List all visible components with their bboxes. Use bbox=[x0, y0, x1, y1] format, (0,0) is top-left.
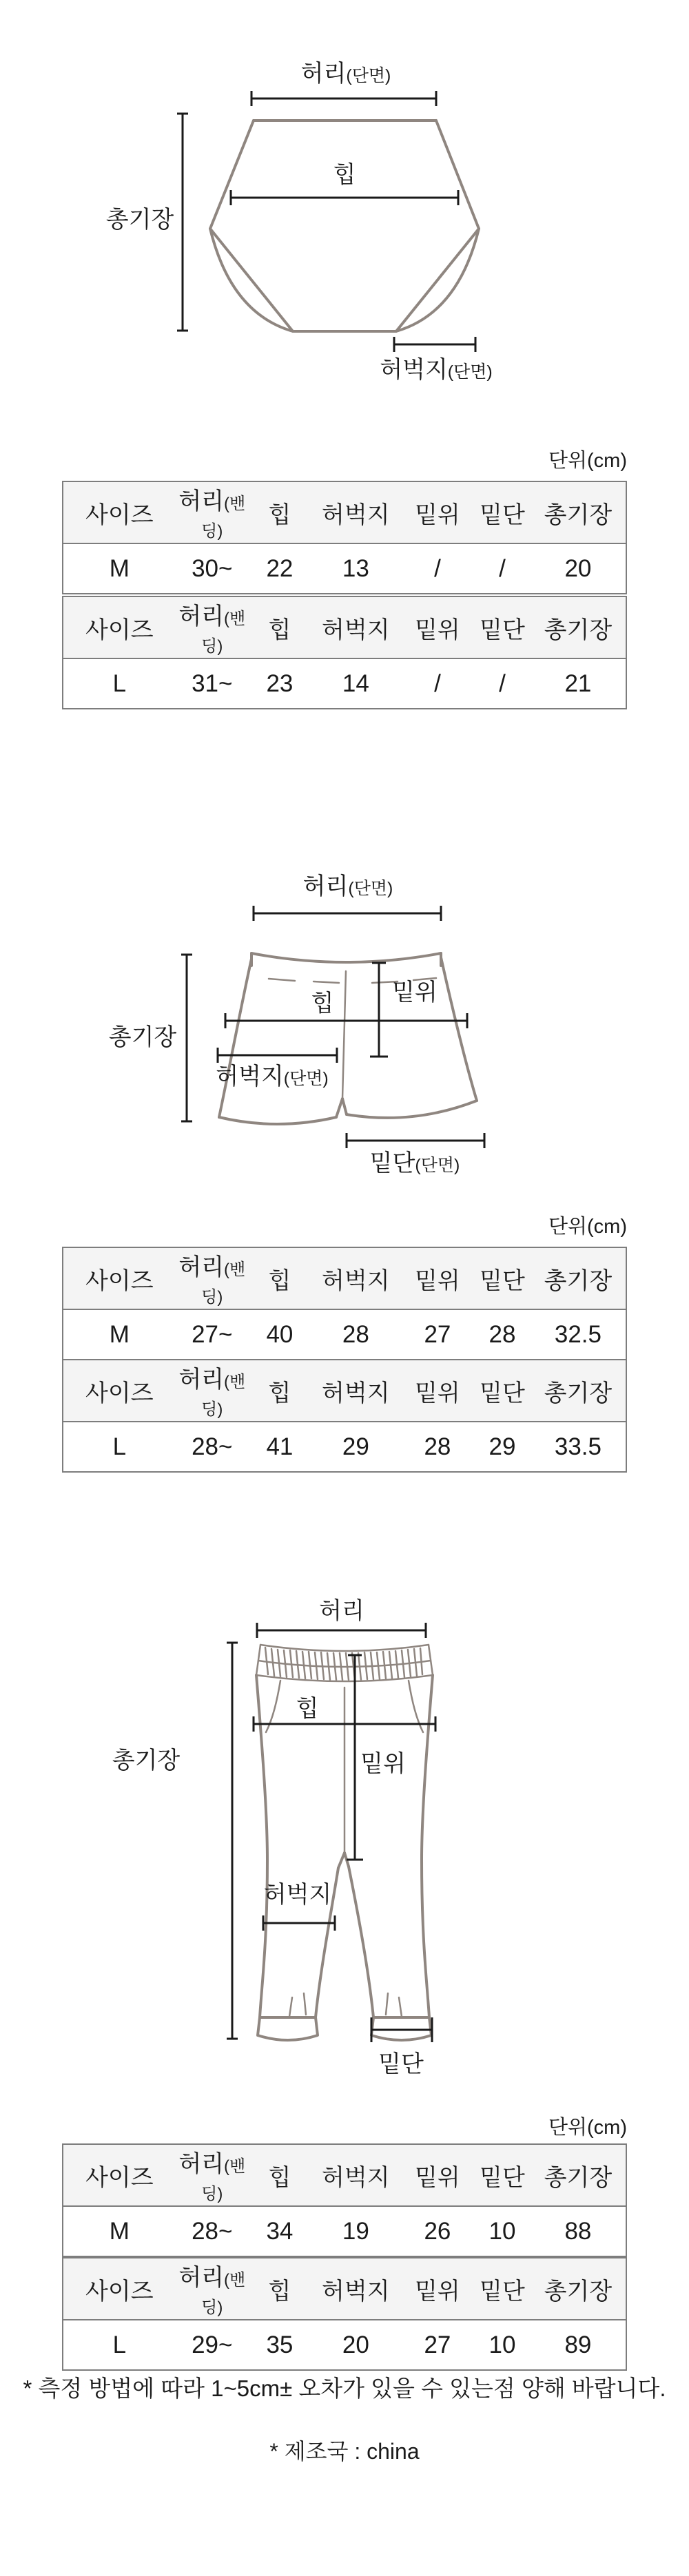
cell-size: L bbox=[112, 1433, 127, 1460]
unit-label-briefs: 단위(cm) bbox=[548, 450, 627, 472]
header-cell-thigh: 허벅지 bbox=[311, 596, 401, 658]
cell-total-length: 89 bbox=[564, 2331, 592, 2358]
svg-text:허리(단면): 허리(단면) bbox=[302, 873, 393, 900]
cell-hip: 35 bbox=[266, 2331, 294, 2358]
header-cell-size: 사이즈 bbox=[63, 2258, 176, 2320]
pants-total-length-measure bbox=[112, 1643, 238, 2039]
cell-rise: 28 bbox=[424, 1433, 451, 1460]
header-cell-rise: 밑위 bbox=[401, 2144, 474, 2206]
briefs-garment-outline bbox=[210, 121, 479, 331]
table-header-row bbox=[63, 2144, 626, 2206]
shorts-diagram bbox=[0, 806, 689, 1198]
cell-size: L bbox=[112, 2331, 127, 2358]
header-cell-hem: 밑단 bbox=[474, 1247, 531, 1309]
cell-hem: 29 bbox=[489, 1433, 516, 1460]
cell-thigh: 13 bbox=[342, 554, 369, 582]
header-cell-rise: 밑위 bbox=[401, 1360, 474, 1422]
header-cell-waist: 허리(밴딩) bbox=[176, 1247, 249, 1309]
pants-thigh-measure bbox=[263, 1882, 335, 1931]
table-value-row bbox=[63, 1422, 626, 1472]
jogger-pants-diagram bbox=[0, 1584, 689, 2087]
header-cell-waist: 허리(밴딩) bbox=[176, 596, 249, 658]
table-header-row bbox=[63, 481, 626, 543]
cell-hem: 10 bbox=[489, 2331, 516, 2358]
header-cell-hem: 밑단 bbox=[474, 2144, 531, 2206]
cell-size: M bbox=[109, 2217, 130, 2245]
header-cell-total-length: 총기장 bbox=[531, 2144, 626, 2206]
svg-text:허벅지(단면): 허벅지(단면) bbox=[380, 357, 493, 383]
header-cell-waist: 허리(밴딩) bbox=[176, 2144, 249, 2206]
header-cell-size: 사이즈 bbox=[63, 2144, 176, 2206]
header-cell-hem: 밑단 bbox=[474, 2258, 531, 2320]
header-cell-thigh: 허벅지 bbox=[311, 481, 401, 543]
cell-thigh: 19 bbox=[342, 2217, 369, 2245]
shorts-rise-measure bbox=[370, 963, 438, 1057]
cell-waist: 28~ bbox=[192, 1433, 233, 1460]
table-value-row bbox=[63, 1309, 626, 1360]
svg-text:허벅지: 허벅지 bbox=[263, 1882, 332, 1908]
table-value-row bbox=[63, 543, 626, 594]
header-cell-hip: 힙 bbox=[249, 596, 311, 658]
header-cell-hem: 밑단 bbox=[474, 1360, 531, 1422]
shorts-thigh-measure bbox=[216, 1048, 337, 1090]
pants-waist-measure bbox=[257, 1598, 426, 1638]
header-cell-rise: 밑위 bbox=[401, 481, 474, 543]
header-cell-total-length: 총기장 bbox=[531, 1360, 626, 1422]
header-cell-hip: 힙 bbox=[249, 2258, 311, 2320]
header-cell-waist: 허리(밴딩) bbox=[176, 1360, 249, 1422]
table-header-row bbox=[63, 596, 626, 658]
table-value-row bbox=[63, 658, 626, 709]
cell-hem: / bbox=[499, 669, 506, 697]
header-cell-size: 사이즈 bbox=[63, 1360, 176, 1422]
header-cell-thigh: 허벅지 bbox=[311, 1360, 401, 1422]
header-cell-total-length: 총기장 bbox=[531, 481, 626, 543]
cell-waist: 31~ bbox=[192, 669, 233, 697]
size-table-briefs-l bbox=[62, 596, 627, 709]
svg-text:총기장: 총기장 bbox=[108, 1024, 177, 1050]
header-cell-waist: 허리(밴딩) bbox=[176, 2258, 249, 2320]
header-cell-hip: 힙 bbox=[249, 481, 311, 543]
shorts-hem-measure bbox=[347, 1133, 484, 1176]
svg-text:힙: 힙 bbox=[311, 990, 334, 1017]
unit-label-shorts: 단위(cm) bbox=[548, 1216, 627, 1238]
briefs-hip-measure bbox=[231, 162, 458, 205]
table-value-row bbox=[63, 2206, 626, 2256]
svg-text:밑단(단면): 밑단(단면) bbox=[369, 1150, 460, 1176]
header-cell-rise: 밑위 bbox=[401, 1247, 474, 1309]
cell-thigh: 14 bbox=[342, 669, 369, 697]
cell-hem: / bbox=[499, 554, 506, 582]
country-of-origin-note: * 제조국 : china bbox=[269, 2439, 420, 2464]
cell-rise: 26 bbox=[424, 2217, 451, 2245]
header-cell-rise: 밑위 bbox=[401, 596, 474, 658]
briefs-thigh-measure bbox=[380, 337, 493, 383]
cell-size: M bbox=[109, 554, 130, 582]
header-cell-total-length: 총기장 bbox=[531, 2258, 626, 2320]
cell-waist: 27~ bbox=[192, 1320, 233, 1348]
svg-text:힙: 힙 bbox=[296, 1696, 319, 1722]
table-header-row bbox=[63, 1247, 626, 1309]
svg-text:밑위: 밑위 bbox=[360, 1751, 406, 1777]
cell-size: M bbox=[109, 1320, 130, 1348]
cell-rise: / bbox=[434, 554, 441, 582]
cell-rise: 27 bbox=[424, 1320, 451, 1348]
header-cell-thigh: 허벅지 bbox=[311, 2258, 401, 2320]
pants-hem-measure bbox=[371, 2017, 432, 2077]
svg-text:허리(단면): 허리(단면) bbox=[300, 61, 391, 87]
table-header-row bbox=[63, 1360, 626, 1422]
cell-size: L bbox=[112, 669, 127, 697]
cell-rise: / bbox=[434, 669, 441, 697]
table-value-row bbox=[63, 2320, 626, 2370]
header-cell-size: 사이즈 bbox=[63, 596, 176, 658]
size-table-shorts-l bbox=[62, 1359, 627, 1473]
svg-text:총기장: 총기장 bbox=[105, 207, 174, 233]
cell-waist: 28~ bbox=[192, 2217, 233, 2245]
header-cell-hip: 힙 bbox=[249, 1360, 311, 1422]
svg-text:힙: 힙 bbox=[333, 162, 356, 188]
cell-total-length: 88 bbox=[564, 2217, 592, 2245]
svg-text:총기장: 총기장 bbox=[112, 1747, 181, 1774]
briefs-total-length-measure bbox=[106, 114, 188, 331]
header-cell-size: 사이즈 bbox=[63, 481, 176, 543]
pants-garment-outline bbox=[256, 1645, 433, 2040]
cell-hip: 23 bbox=[266, 669, 294, 697]
header-cell-hem: 밑단 bbox=[474, 481, 531, 543]
table-header-row bbox=[63, 2258, 626, 2320]
header-cell-size: 사이즈 bbox=[63, 1247, 176, 1309]
svg-text:허리: 허리 bbox=[319, 1598, 364, 1624]
size-table-pants-l bbox=[62, 2257, 627, 2371]
briefs-waist-measure bbox=[251, 61, 436, 106]
cell-hip: 40 bbox=[266, 1320, 294, 1348]
cell-waist: 29~ bbox=[192, 2331, 233, 2358]
svg-text:밑위: 밑위 bbox=[392, 979, 438, 1006]
size-table-briefs-m bbox=[62, 481, 627, 594]
cell-rise: 27 bbox=[424, 2331, 451, 2358]
shorts-total-length-measure bbox=[109, 955, 192, 1121]
header-cell-thigh: 허벅지 bbox=[311, 2144, 401, 2206]
shorts-garment-outline bbox=[219, 953, 477, 1124]
size-table-shorts-m bbox=[62, 1247, 627, 1360]
briefs-diagram bbox=[0, 48, 689, 393]
measurement-tolerance-note: * 측정 방법에 따라 1~5cm± 오차가 있을 수 있는점 양해 바랍니다. bbox=[23, 2376, 666, 2401]
header-cell-hip: 힙 bbox=[249, 1247, 311, 1309]
cell-hip: 34 bbox=[266, 2217, 294, 2245]
cell-hip: 41 bbox=[266, 1433, 294, 1460]
header-cell-total-length: 총기장 bbox=[531, 1247, 626, 1309]
size-table-pants-m bbox=[62, 2143, 627, 2257]
svg-text:밑단: 밑단 bbox=[378, 2051, 424, 2077]
cell-total-length: 20 bbox=[564, 554, 592, 582]
cell-thigh: 20 bbox=[342, 2331, 369, 2358]
header-cell-rise: 밑위 bbox=[401, 2258, 474, 2320]
cell-hip: 22 bbox=[266, 554, 294, 582]
cell-total-length: 32.5 bbox=[554, 1320, 601, 1348]
header-cell-hem: 밑단 bbox=[474, 596, 531, 658]
cell-waist: 30~ bbox=[192, 554, 233, 582]
svg-text:허벅지(단면): 허벅지(단면) bbox=[216, 1063, 329, 1090]
cell-total-length: 21 bbox=[564, 669, 592, 697]
shorts-waist-measure bbox=[254, 873, 441, 921]
cell-total-length: 33.5 bbox=[554, 1433, 601, 1460]
header-cell-thigh: 허벅지 bbox=[311, 1247, 401, 1309]
header-cell-waist: 허리(밴딩) bbox=[176, 481, 249, 543]
cell-hem: 10 bbox=[489, 2217, 516, 2245]
header-cell-total-length: 총기장 bbox=[531, 596, 626, 658]
cell-hem: 28 bbox=[489, 1320, 516, 1348]
unit-label-pants: 단위(cm) bbox=[548, 2117, 627, 2139]
cell-thigh: 29 bbox=[342, 1433, 369, 1460]
pants-rise-measure bbox=[347, 1655, 406, 1860]
cell-thigh: 28 bbox=[342, 1320, 369, 1348]
header-cell-hip: 힙 bbox=[249, 2144, 311, 2206]
